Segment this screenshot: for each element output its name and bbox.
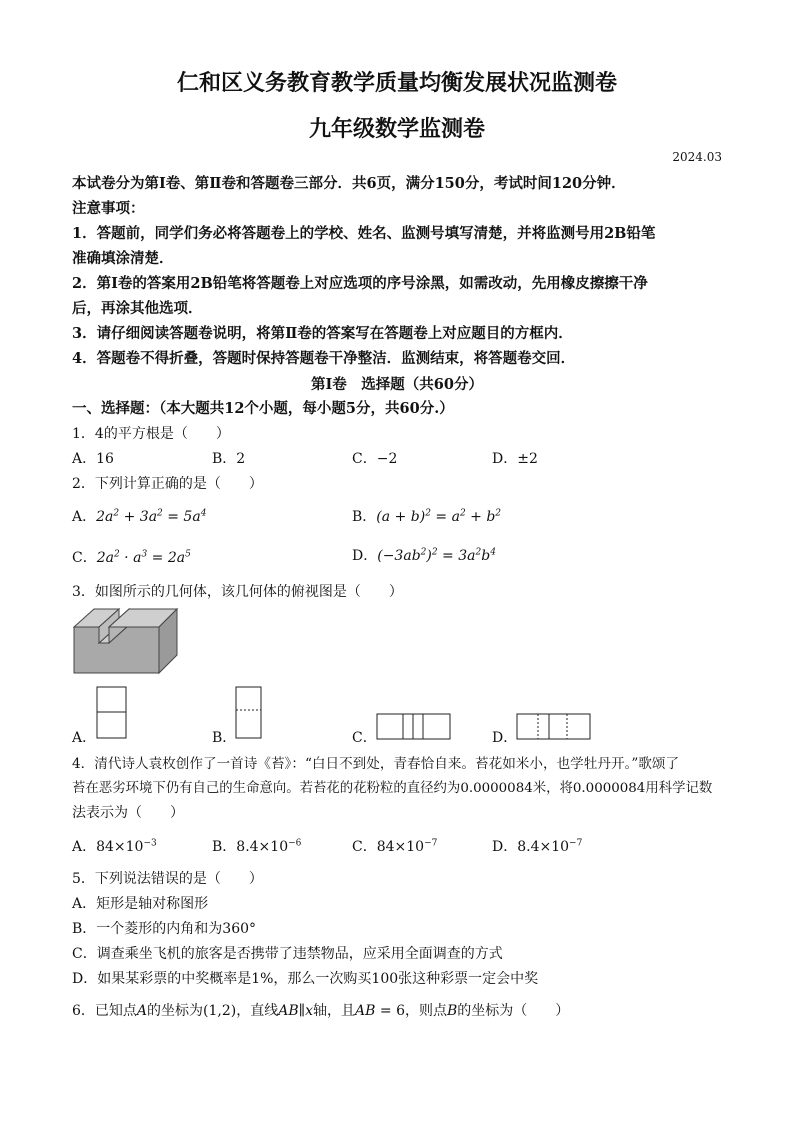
q4-c-exponent: −7 — [424, 838, 438, 849]
q3-option-d-figure — [516, 713, 592, 741]
q4-line-1: 4．清代诗人袁枚创作了一首诗《苔》：“白日不到处，青春恰自来。苔花如米小，也学牡丹开。”歌颂了 — [72, 756, 680, 772]
q1-option-b: B．2 — [212, 451, 246, 467]
q5-option-d: D．如果某彩票的中奖概率是1%，那么一次购买100张这种彩票一定会中奖 — [72, 971, 539, 987]
q5-option-c: C．调查乘坐飞机的旅客是否携带了违禁物品，应采用全面调查的方式 — [72, 946, 503, 962]
q1-option-a: A．16 — [72, 451, 114, 467]
q4-a-exponent: −3 — [143, 838, 157, 849]
section-heading: 第Ⅰ卷 选择题（共60分） — [311, 376, 483, 393]
q4-option-a — [72, 836, 157, 856]
q4-b-exponent: −6 — [288, 838, 302, 849]
q1-option-d: D．±2 — [492, 451, 538, 467]
q2-option-d-label: D． — [352, 548, 378, 564]
q5-option-a: A．矩形是轴对称图形 — [72, 896, 209, 912]
q3-option-c-figure — [376, 713, 452, 741]
q3-option-a: A． — [72, 730, 97, 746]
q5-option-b: B．一个菱形的内角和为360° — [72, 921, 257, 937]
q4-d-mantissa: D．8.4×10 — [492, 839, 570, 855]
q2-option-d — [352, 545, 496, 565]
q6-eq: = 6，则点 — [375, 1003, 447, 1019]
q4-option-c — [352, 836, 437, 856]
q6-point-a: A — [136, 1003, 148, 1019]
q6-stem — [72, 1000, 569, 1020]
intro-line: 本试卷分为第Ⅰ卷、第Ⅱ卷和答题卷三部分．共6页，满分150分，考试时间120分钟． — [72, 175, 626, 192]
q5-stem: 5．下列说法错误的是（ ） — [72, 871, 263, 887]
q2-option-c-formula: $2a^2 \cdot a^3 = 2a^5$ — [96, 549, 191, 566]
q6-point-b: B — [446, 1003, 458, 1019]
q2-option-b — [352, 506, 501, 526]
q3-option-b: B． — [212, 730, 237, 746]
q4-b-mantissa: B．8.4×10 — [212, 839, 289, 855]
q2-option-c-label: C． — [72, 550, 97, 566]
note-3: 3．请仔细阅读答题卷说明，将第Ⅱ卷的答案写在答题卷上对应题目的方框内． — [72, 325, 573, 342]
q3-option-c: C． — [352, 730, 377, 746]
q3-option-a-figure — [96, 686, 128, 740]
q2-option-d-formula: $(-3ab^2)^2 = 3a^2b^4$ — [377, 547, 496, 564]
q6-parallel: ∥ — [298, 1003, 306, 1019]
q3-option-d: D． — [492, 730, 518, 746]
note-2-cont: 后，再涂其他选项． — [72, 300, 203, 317]
q2-stem: 2．下列计算正确的是（ ） — [72, 476, 263, 492]
notice-heading: 注意事项： — [72, 200, 145, 217]
exam-subtitle: 九年级数学监测卷 — [308, 116, 485, 142]
q2-option-a-label: A． — [72, 509, 97, 525]
q1-option-c: C．−2 — [352, 451, 398, 467]
q3-d-rect — [517, 714, 590, 739]
q2-option-a — [72, 506, 206, 526]
q2-option-a-formula: $2a^2 + 3a^2 = 5a^4$ — [96, 508, 207, 525]
q4-line-2: 苔在恶劣环境下仍有自己的生命意向。若苔花的花粉粒的直径约为0.0000084米，将0.0000084用科学记数 — [72, 781, 713, 796]
exam-date: 2024.03 — [672, 150, 722, 164]
q3-option-b-figure — [235, 686, 263, 740]
q6-x-axis: x — [305, 1003, 314, 1019]
q4-option-d — [492, 836, 582, 856]
q1-stem: 1．4的平方根是（ ） — [72, 426, 230, 442]
note-2: 2．第Ⅰ卷的答案用2B铅笔将答题卷上对应选项的序号涂黑，如需改动，先用橡皮擦擦干净 — [72, 275, 648, 292]
note-4: 4．答题卷不得折叠，答题时保持答题卷干净整洁．监测结束，将答题卷交回． — [72, 350, 576, 367]
q2-option-b-label: B． — [352, 509, 377, 525]
q2-option-b-formula: $(a + b)^2 = a^2 + b^2$ — [376, 508, 502, 525]
q4-a-mantissa: A．84×10 — [72, 839, 144, 855]
q6-mid1: 的坐标为(1,2)，直线 — [147, 1003, 279, 1019]
q4-d-exponent: −7 — [569, 838, 583, 849]
q3-b-rect — [236, 687, 261, 738]
note-1-cont: 准确填涂清楚． — [72, 250, 174, 267]
note-1: 1．答题前，同学们务必将答题卷上的学校、姓名、监测号填写清楚，并将监测号用2B铅笔 — [72, 225, 656, 242]
q2-option-c — [72, 547, 191, 567]
q3-stem: 3．如图所示的几何体，该几何体的俯视图是（ ） — [72, 584, 403, 600]
q6-pre: 6．已知点 — [72, 1003, 137, 1019]
part-heading: 一、选择题：（本大题共12个小题，每小题5分，共60分.） — [72, 400, 454, 417]
q4-line-3: 法表示为（ ） — [72, 805, 184, 821]
solid-figure — [73, 607, 179, 675]
q6-post: 的坐标为（ ） — [457, 1003, 570, 1019]
q6-line-ab: AB — [278, 1003, 299, 1019]
q6-mid2: 轴，且 — [313, 1003, 356, 1019]
q4-option-b — [212, 836, 301, 856]
q4-c-mantissa: C．84×10 — [352, 839, 425, 855]
q6-segment-ab: AB — [355, 1003, 376, 1019]
exam-title: 仁和区义务教育教学质量均衡发展状况监测卷 — [176, 70, 617, 96]
